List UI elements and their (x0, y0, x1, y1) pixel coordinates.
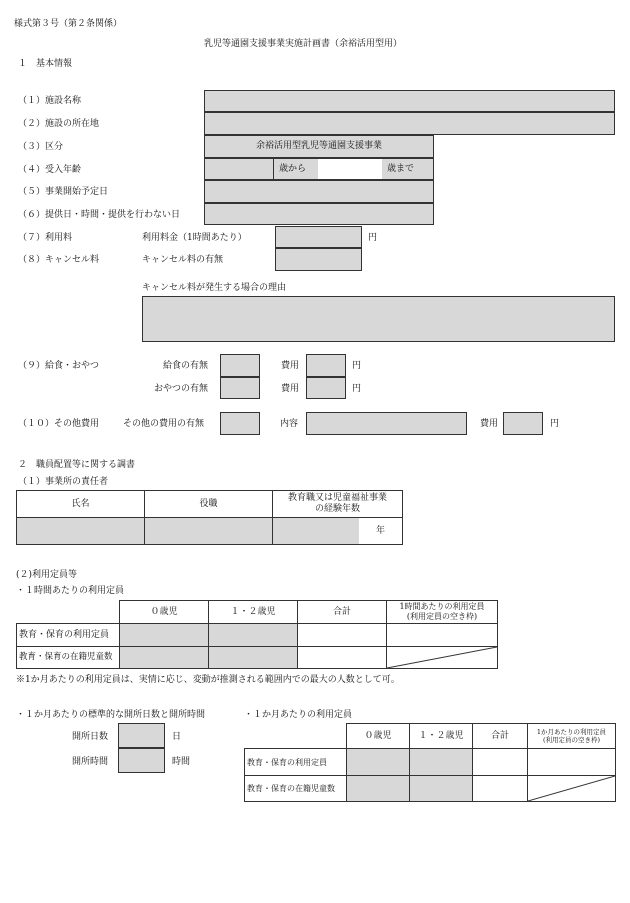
hourly-heading: ・１時間あたりの利用定員 (16, 586, 125, 596)
manager-name-field[interactable] (17, 518, 145, 545)
hourly-enr-diagonal (387, 647, 498, 669)
diagonal-line (387, 647, 497, 668)
monthly-cap-line1: 1か月あたりの利用定員 (536, 728, 607, 736)
facility-name-label: （１）施設名称 (18, 96, 82, 106)
section2-heading: ２ 職員配置等に関する調書 (18, 460, 136, 470)
monthly-col-age12: １・２歳児 (410, 724, 473, 749)
monthly-col-cap (528, 724, 616, 749)
monthly-enr-total[interactable] (473, 776, 528, 802)
cancel-label: （８）キャンセル料 (18, 255, 100, 265)
hourly-row-enrolled: 教育・保育の在籍児童数 (17, 647, 120, 669)
monthly-row-enrolled: 教育・保育の在籍児童数 (245, 776, 347, 802)
monthly-enr-age0[interactable] (347, 776, 410, 802)
fee-sub-label: 利用料金（1時間あたり） (142, 233, 247, 243)
cancel-sub-label: キャンセル料の有無 (142, 255, 224, 265)
year-unit: 年 (375, 526, 385, 536)
monthly-days-heading: ・１か月あたりの標準的な開所日数と開所時間 (16, 710, 206, 720)
hourly-col-cap (387, 601, 498, 624)
monthly-cap-vacancy[interactable] (528, 749, 616, 776)
open-hours-label: 開所時間 (72, 757, 109, 767)
age-to-field[interactable] (318, 159, 382, 179)
cancel-reason-label: キャンセル料が発生する場合の理由 (142, 283, 287, 293)
meal-cost-field[interactable] (306, 354, 346, 377)
age-label: （４）受入年齢 (18, 165, 82, 175)
snack-sub-label: おやつの有無 (154, 384, 209, 394)
hourly-capacity-table (16, 600, 498, 669)
corner-cell (17, 601, 120, 624)
facility-address-label: （２）施設の所在地 (18, 119, 100, 129)
section1-heading: １ 基本情報 (18, 59, 73, 69)
manager-position-field[interactable] (145, 518, 273, 545)
start-date-label: （５）事業開始予定日 (18, 187, 109, 197)
other-content-field[interactable] (306, 412, 467, 435)
category-label: （３）区分 (18, 142, 64, 152)
col-name: 氏名 (17, 491, 145, 518)
manager-heading: （１）事業所の責任者 (18, 477, 109, 487)
monthly-cap-age12[interactable] (410, 749, 473, 776)
cancel-reason-field[interactable] (142, 296, 615, 342)
age-to-text: 歳まで (387, 164, 415, 174)
manager-years-cell (273, 518, 403, 545)
hourly-col-total: 合計 (298, 601, 387, 624)
hourly-cap-age12[interactable] (209, 624, 298, 647)
monthly-cap-age0[interactable] (347, 749, 410, 776)
facility-address-field[interactable] (204, 112, 615, 135)
service-days-label: （６）提供日・時間・提供を行わない日 (18, 210, 181, 220)
fee-field[interactable] (275, 226, 362, 248)
col-years-line1: 教育職又は児童福祉事業 (287, 493, 387, 503)
col-years (273, 491, 403, 518)
hourly-cap-vacancy[interactable] (387, 624, 498, 647)
hour-unit: 時間 (172, 757, 191, 767)
other-cost-label: 費用 (480, 419, 499, 429)
monthly-col-total: 合計 (473, 724, 528, 749)
hourly-row-capacity: 教育・保育の利用定員 (17, 624, 120, 647)
snack-cost-label: 費用 (281, 384, 300, 394)
meal-field[interactable] (220, 354, 260, 377)
day-unit: 日 (172, 732, 182, 742)
monthly-cap-line2: (利用定員の空き枠) (542, 736, 601, 744)
monthly-diagonal-line (528, 776, 615, 801)
hourly-cap-line1: 1時間あたりの利用定員 (399, 602, 485, 611)
other-yen: 円 (550, 419, 560, 429)
other-field[interactable] (220, 412, 260, 435)
age-from-text: 歳から (279, 164, 307, 174)
hourly-col-age0: ０歳児 (120, 601, 209, 624)
other-cost-field[interactable] (503, 412, 543, 435)
open-days-field[interactable] (118, 723, 165, 748)
hourly-col-age12: １・２歳児 (209, 601, 298, 624)
capacity-heading: (２)利用定員等 (16, 570, 78, 580)
fee-label: （７）利用料 (18, 233, 73, 243)
page-title: 乳児等通園支援事業実施計画書（余裕活用型用） (204, 39, 403, 49)
snack-cost-field[interactable] (306, 377, 346, 399)
meal-sub-label: 給食の有無 (163, 361, 209, 371)
manager-table (16, 490, 403, 545)
col-position: 役職 (145, 491, 273, 518)
open-hours-field[interactable] (118, 748, 165, 773)
hourly-enr-total[interactable] (298, 647, 387, 669)
monthly-row-capacity: 教育・保育の利用定員 (245, 749, 347, 776)
meal-yen: 円 (352, 361, 362, 371)
facility-name-field[interactable] (204, 90, 615, 112)
monthly-capacity-table (244, 723, 616, 802)
meal-cost-label: 費用 (281, 361, 300, 371)
manager-years-field[interactable] (273, 518, 359, 544)
monthly-cap-total[interactable] (473, 749, 528, 776)
monthly-enr-age12[interactable] (410, 776, 473, 802)
hourly-cap-total[interactable] (298, 624, 387, 647)
monthly-corner-cell (245, 724, 347, 749)
cancel-field[interactable] (275, 248, 362, 271)
open-days-label: 開所日数 (72, 732, 109, 742)
age-from-field[interactable] (204, 158, 274, 180)
hourly-enr-age12[interactable] (209, 647, 298, 669)
hourly-cap-age0[interactable] (120, 624, 209, 647)
hourly-enr-age0[interactable] (120, 647, 209, 669)
snack-yen: 円 (352, 384, 362, 394)
hourly-cap-line2: (利用定員の空き枠) (406, 612, 478, 621)
fee-yen: 円 (368, 233, 378, 243)
capacity-note: ※1か月あたりの利用定員は、実情に応じ、変動が推測される範囲内での最大の人数として可。 (16, 675, 400, 685)
other-label: （１０）その他費用 (18, 419, 100, 429)
service-days-field[interactable] (204, 203, 434, 225)
meals-label: （９）給食・おやつ (18, 361, 100, 371)
start-date-field[interactable] (204, 180, 434, 203)
other-content-label: 内容 (280, 419, 299, 429)
monthly-col-age0: ０歳児 (347, 724, 410, 749)
snack-field[interactable] (220, 377, 260, 399)
monthly-heading: ・１か月あたりの利用定員 (244, 710, 353, 720)
other-sub-label: その他の費用の有無 (123, 419, 205, 429)
col-years-line2: の経験年数 (314, 504, 360, 514)
monthly-enr-diagonal (528, 776, 616, 802)
form-number: 様式第３号（第２条関係） (14, 19, 123, 29)
category-value: 余裕活用型乳児等通園支援事業 (204, 135, 434, 158)
